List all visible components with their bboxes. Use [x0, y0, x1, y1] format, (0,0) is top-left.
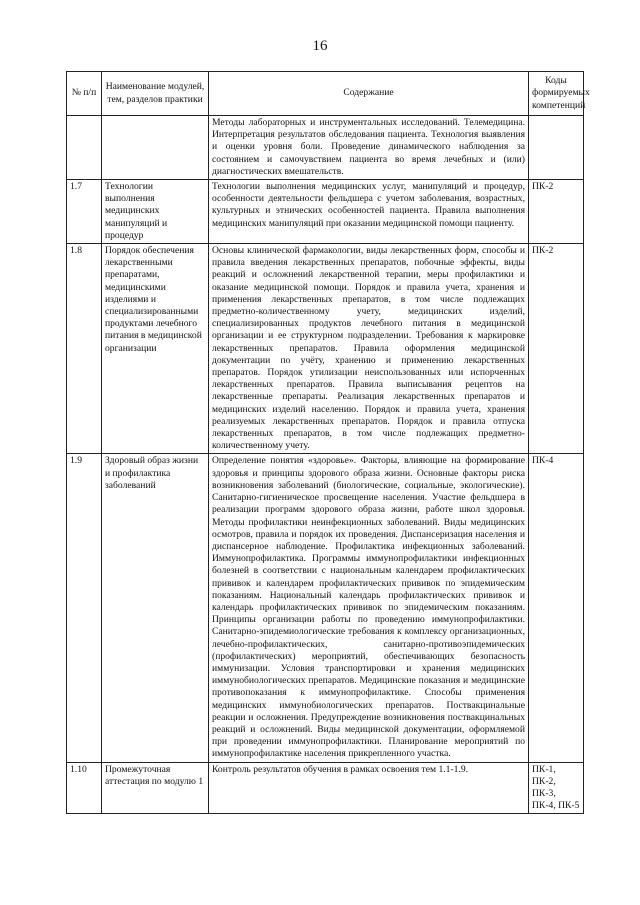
table-header-row — [67, 72, 584, 116]
table-row — [67, 180, 584, 244]
row-name: Технологии выполнения медицинских манипуляций и процедур — [102, 180, 209, 244]
row-name: Промежуточная аттестация по модулю 1 — [102, 762, 209, 814]
table-row — [67, 116, 584, 180]
table-row — [67, 762, 584, 814]
row-name: Здоровый образ жизни и профилактика заболеваний — [102, 454, 209, 762]
row-name — [102, 116, 209, 180]
row-codes: ПК-2 — [529, 180, 584, 244]
row-num: 1.8 — [67, 244, 102, 454]
header-num: № п/п — [67, 72, 102, 116]
page-number: 16 — [312, 38, 328, 54]
header-name: Наименование модулей, тем, разделов практики — [102, 72, 209, 116]
row-num — [67, 116, 102, 180]
row-num: 1.10 — [67, 762, 102, 814]
row-codes: ПК-2 — [529, 244, 584, 454]
row-num: 1.7 — [67, 180, 102, 244]
table-row — [67, 454, 584, 762]
row-name: Порядок обеспечения лекарственными препаратами, медицинскими изделиями и специализированными продуктами лечебного питания в медицинской организации — [102, 244, 209, 454]
row-codes: ПК-1, ПК-2, ПК-3, ПК-4, ПК-5 — [529, 762, 584, 814]
curriculum-table — [66, 71, 590, 814]
row-num: 1.9 — [67, 454, 102, 762]
row-content: Технологии выполнения медицинских услуг, манипуляций и процедур, особенности деятельности фельдшера с учетом заболевания, возрастных, культурных и этнических особенностей пациента. Правила выполнения медицинских манипуляций при оказании медицинской помощи пациенту. — [209, 180, 529, 244]
row-content: Контроль результатов обучения в рамках освоения тем 1.1-1.9. — [209, 762, 529, 814]
row-content: Методы лабораторных и инструментальных исследований. Телемедицина. Интерпретация результатов обследования пациента. Технология выявления и оценки уровня боли. Проведение динамического наблюдения за состоянием и самочувствием пациента во время лечебных и (или) диагностических вмешательств. — [209, 116, 529, 180]
row-codes: ПК-4 — [529, 454, 584, 762]
row-content: Определение понятия «здоровье». Факторы, влияющие на формирование здоровья и принципы здорового образа жизни. Основные факторы риска возникновения заболеваний (биологические, социальные, экологические). Санитарно-гигиеническое просвещение населения. Участие фельдшера в реализации программ здорового образа жизни, работе школ здоровья. Методы профилактики неинфекционных заболеваний. Виды медицинских осмотров, правила и порядок их проведения. Диспансеризация населения и диспансерное наблюдение. Профилактика инфекционных заболеваний. Иммунопрофилактика. Программы иммунопрофилактики инфекционных болезней в соответствии с национальным календарем профилактических прививок и календарем профилактических прививок по эпидемическим показаниям. Национальный календарь профилактических прививок и календарь профилактических прививок по эпидемическим показаниям. Принципы организации работы по проведению иммунопрофилактики. Санитарно-эпидемиологические требования к комплексу организационных, лечебно-профилактических, санитарно-противоэпидемических (профилактических) мероприятий, обеспечивающих безопасность иммунизации. Условия транспортировки и хранения медицинских иммунобиологических препаратов. Медицинские показания и медицинские противопоказания к иммунопрофилактике. Способы применения медицинских иммунобиологических препаратов. Поствакцинальные реакции и осложнения. Предупреждение возникновения поствакцинальных реакций и осложнений. Виды медицинской документации, оформляемой при проведении иммунопрофилактики. Планирование мероприятий по иммунопрофилактике населения прикрепленного участка. — [209, 454, 529, 762]
table-row — [67, 244, 584, 454]
row-content: Основы клинической фармакологии, виды лекарственных форм, способы и правила введения лекарственных препаратов, побочные эффекты, виды реакций и осложнений лекарственной терапии, меры профилактики и оказание медицинской помощи. Порядок и правила учета, хранения и применения лекарственных препаратов, в том числе подлежащих предметно-количественному учету, медицинских изделий, специализированных продуктов лечебного питания в медицинской организации и ее структурном подразделении. Требования к маркировке лекарственных препаратов. Правила оформления медицинской документации по учёту, хранению и применению лекарственных препаратов. Порядок утилизации неиспользованных или испорченных лекарственных препаратов. Правила выписывания рецептов на лекарственные препараты. Реализация лекарственных препаратов и медицинских изделий населению. Порядок и правила учета, хранения реализуемых лекарственных препаратов. Порядок и правила отпуска лекарственных препаратов, в том числе подлежащих предметно-количественному учету. — [209, 244, 529, 454]
row-codes — [529, 116, 584, 180]
header-codes: Коды формируемых компетенций — [529, 72, 584, 116]
header-content: Содержание — [209, 72, 529, 116]
